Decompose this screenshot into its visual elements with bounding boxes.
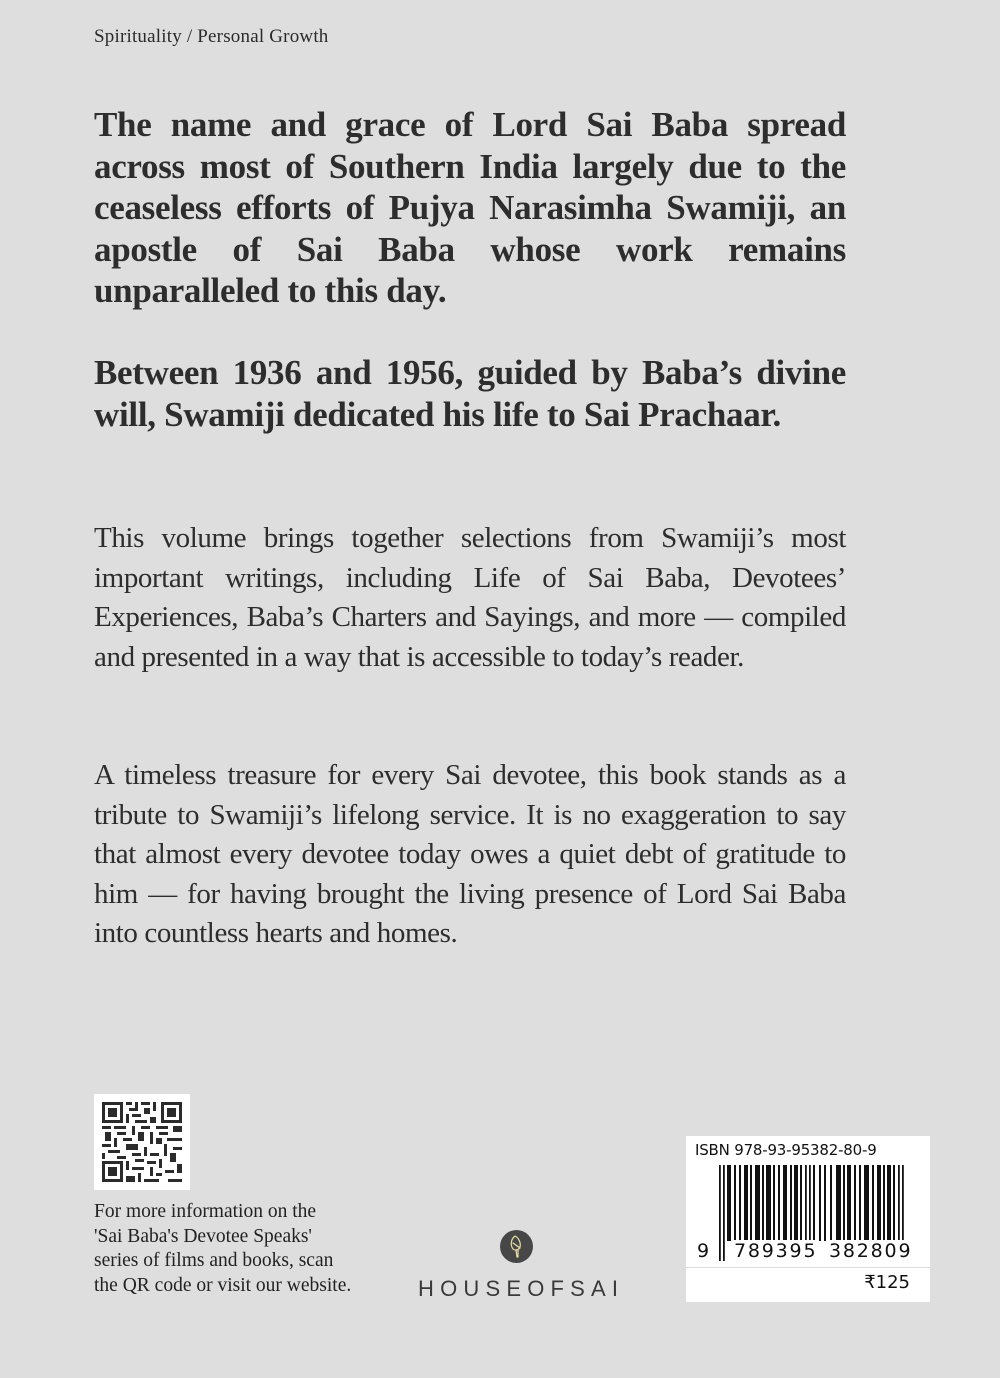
genre-label: Spirituality / Personal Growth (94, 26, 329, 47)
qr-caption-line: the QR code or visit our website. (94, 1274, 352, 1296)
blurb-paragraph-1: The name and grace of Lord Sai Baba spread across most of Southern India largely due to the ceaseless efforts of Pujya Narasimha Swamiji, an apostle of Sai Baba whose work remains unparalleled to this day. (94, 105, 846, 310)
qr-caption-line: series of films and books, scan (94, 1250, 334, 1271)
publisher-logo-mark (500, 1230, 533, 1263)
publisher-name: HOUSEOFSAI (418, 1276, 625, 1301)
qr-code[interactable] (94, 1094, 190, 1190)
qr-caption (94, 1200, 394, 1298)
barcode-digits-right: 382809 (829, 1240, 913, 1262)
feather-quill-icon (500, 1230, 533, 1263)
blurb-paragraph-2: Between 1936 and 1956, guided by Baba’s divine will, Swamiji dedicated his life to Sai Prachaar. (94, 353, 846, 434)
barcode-divider (686, 1267, 930, 1268)
isbn-barcode-block (686, 1136, 930, 1302)
barcode-digits-left: 789395 (734, 1240, 818, 1262)
barcode-digit-first: 9 (697, 1240, 710, 1262)
qr-code-icon (94, 1094, 190, 1190)
blurb-paragraph-4: A timeless treasure for every Sai devotee, this book stands as a tribute to Swamiji’s lifelong service. It is no exaggeration to say that almost every devotee today owes a quiet debt of gratitude to him — for having brought the living presence of Lord Sai Baba into countless hearts and homes. (94, 759, 846, 949)
blurb-paragraph-3: This volume brings together selections from Swamiji’s most important writings, including Life of Sai Baba, Devotees’ Experiences, Baba’s Charters and Sayings, and more — compiled and presented in a way that is accessible to today’s reader. (94, 522, 846, 673)
price-label: ₹125 (864, 1272, 910, 1293)
qr-caption-line: For more information on the (94, 1201, 317, 1222)
qr-caption-line: 'Sai Baba's Devotee Speaks' (94, 1225, 312, 1247)
isbn-label: ISBN 978-93-95382-80-9 (695, 1141, 877, 1159)
